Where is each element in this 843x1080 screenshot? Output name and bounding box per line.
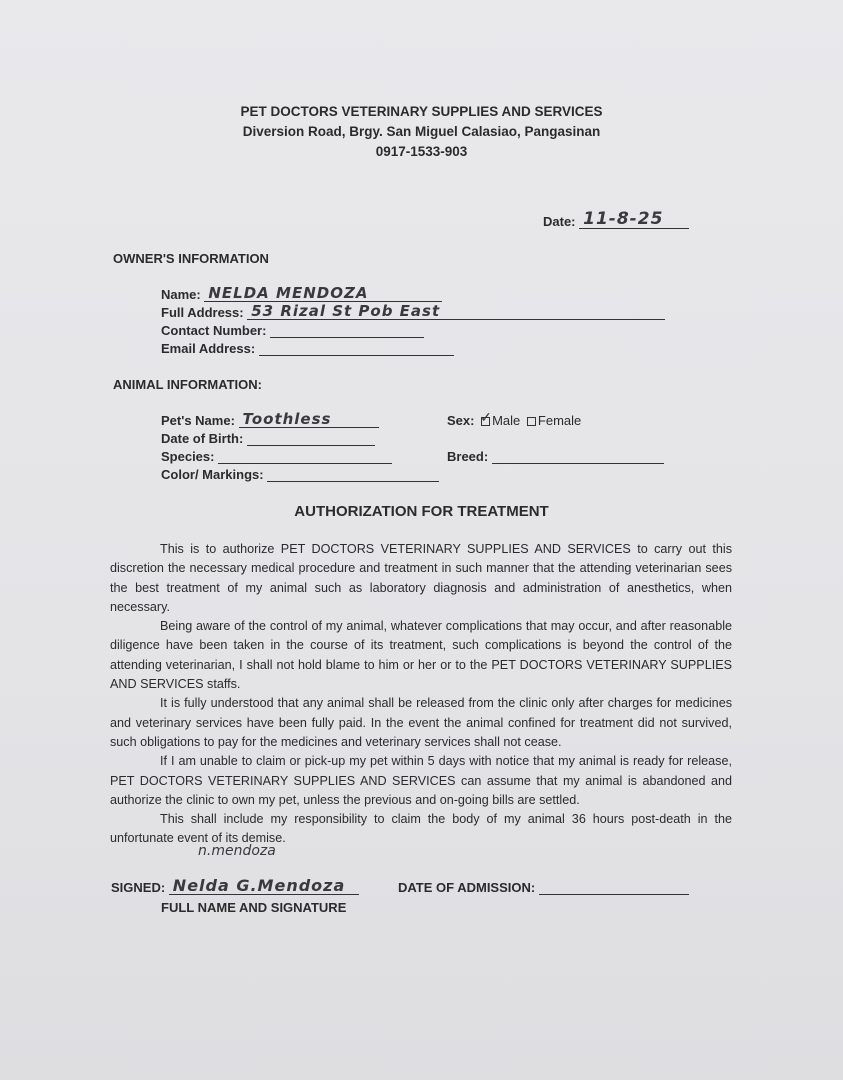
admission-date-field[interactable] xyxy=(398,880,689,895)
date-field[interactable] xyxy=(543,209,689,229)
name-value: NELDA MENDOZA xyxy=(208,284,369,302)
org-name: PET DOCTORS VETERINARY SUPPLIES AND SERVICES xyxy=(240,104,603,119)
contact-label: Contact Number: xyxy=(161,323,267,338)
breed-label: Breed: xyxy=(447,449,489,464)
date-label: Date: xyxy=(543,214,576,229)
paragraph: This is to authorize PET DOCTORS VETERINARY SUPPLIES AND SERVICES to carry out this discretion the necessary medical procedure and treatment in such manner that the attending veterinarian sees the best treatment of my animal such as laboratory diagnosis and administration of anesthetics, when necessary. xyxy=(110,542,732,614)
breed-field[interactable] xyxy=(447,449,664,464)
owner-email-field[interactable] xyxy=(161,341,454,356)
sex-label: Sex: xyxy=(447,413,475,428)
dob-label: Date of Birth: xyxy=(161,431,244,446)
date-value: 11-8-25 xyxy=(583,209,664,229)
male-label: Male xyxy=(492,413,521,428)
signed-label: SIGNED: xyxy=(111,880,166,895)
pet-name-value: Toothless xyxy=(242,410,332,428)
signature-initials: n.mendoza xyxy=(198,843,276,859)
animal-heading: ANIMAL INFORMATION: xyxy=(113,377,262,392)
pet-name-label: Pet's Name: xyxy=(161,413,235,428)
owner-heading: OWNER'S INFORMATION xyxy=(113,251,269,266)
female-checkbox[interactable] xyxy=(527,417,536,426)
signed-field[interactable] xyxy=(111,876,359,895)
paragraph: Being aware of the control of my animal, whatever complications that may occur, and after reasonable diligence have been taken in the course of its treatment, such complications is beyond the control of the attending veterinarian, I shall not hold blame to him or her or to the PET DOCTORS VETERINARY SUPPLIES AND SERVICES staffs. xyxy=(110,619,732,692)
name-label: Name: xyxy=(161,287,201,302)
female-label: Female xyxy=(537,413,582,428)
address-label: Full Address: xyxy=(161,305,244,320)
org-address: Diversion Road, Brgy. San Miguel Calasiao, Pangasinan xyxy=(242,124,601,139)
species-label: Species: xyxy=(161,449,215,464)
address-value: 53 Rizal St Pob East xyxy=(251,302,441,320)
dob-field[interactable] xyxy=(161,431,375,446)
owner-address-field[interactable] xyxy=(161,302,665,320)
owner-contact-field[interactable] xyxy=(161,323,424,338)
owner-name-field[interactable] xyxy=(161,284,442,302)
paragraph: This shall include my responsibility to claim the body of my animal 36 hours post-death in the unfortunate event of its demise. xyxy=(110,812,732,846)
authorization-body xyxy=(110,540,732,849)
email-label: Email Address: xyxy=(161,341,256,356)
male-checkbox[interactable] xyxy=(480,409,492,426)
signature-value: Nelda G.Mendoza xyxy=(172,876,346,895)
species-field[interactable] xyxy=(161,449,392,464)
admission-label: DATE OF ADMISSION: xyxy=(398,880,536,895)
paragraph: It is fully understood that any animal shall be released from the clinic only after charges for medicines and veterinary services have been fully paid. In the event the animal confined for treatment did not survived, such obligations to pay for the medicines and veterinary services shall not cease. xyxy=(110,696,732,749)
color-field[interactable] xyxy=(161,467,439,482)
color-label: Color/ Markings: xyxy=(161,467,264,482)
authorization-title: AUTHORIZATION FOR TREATMENT xyxy=(294,503,549,520)
checkmark-icon: ✓ xyxy=(480,409,492,426)
sex-field[interactable] xyxy=(447,409,582,428)
signature-caption: FULL NAME AND SIGNATURE xyxy=(161,900,347,915)
org-phone: 0917-1533-903 xyxy=(375,144,468,159)
paragraph: If I am unable to claim or pick-up my pet within 5 days with notice that my animal is ready for release, PET DOCTORS VETERINARY SUPPLIES AND SERVICES can assume that my animal is abandoned and authorize the clinic to own my pet, unless the previous and on-going bills are settled. xyxy=(110,754,732,807)
pet-name-field[interactable] xyxy=(161,410,379,428)
